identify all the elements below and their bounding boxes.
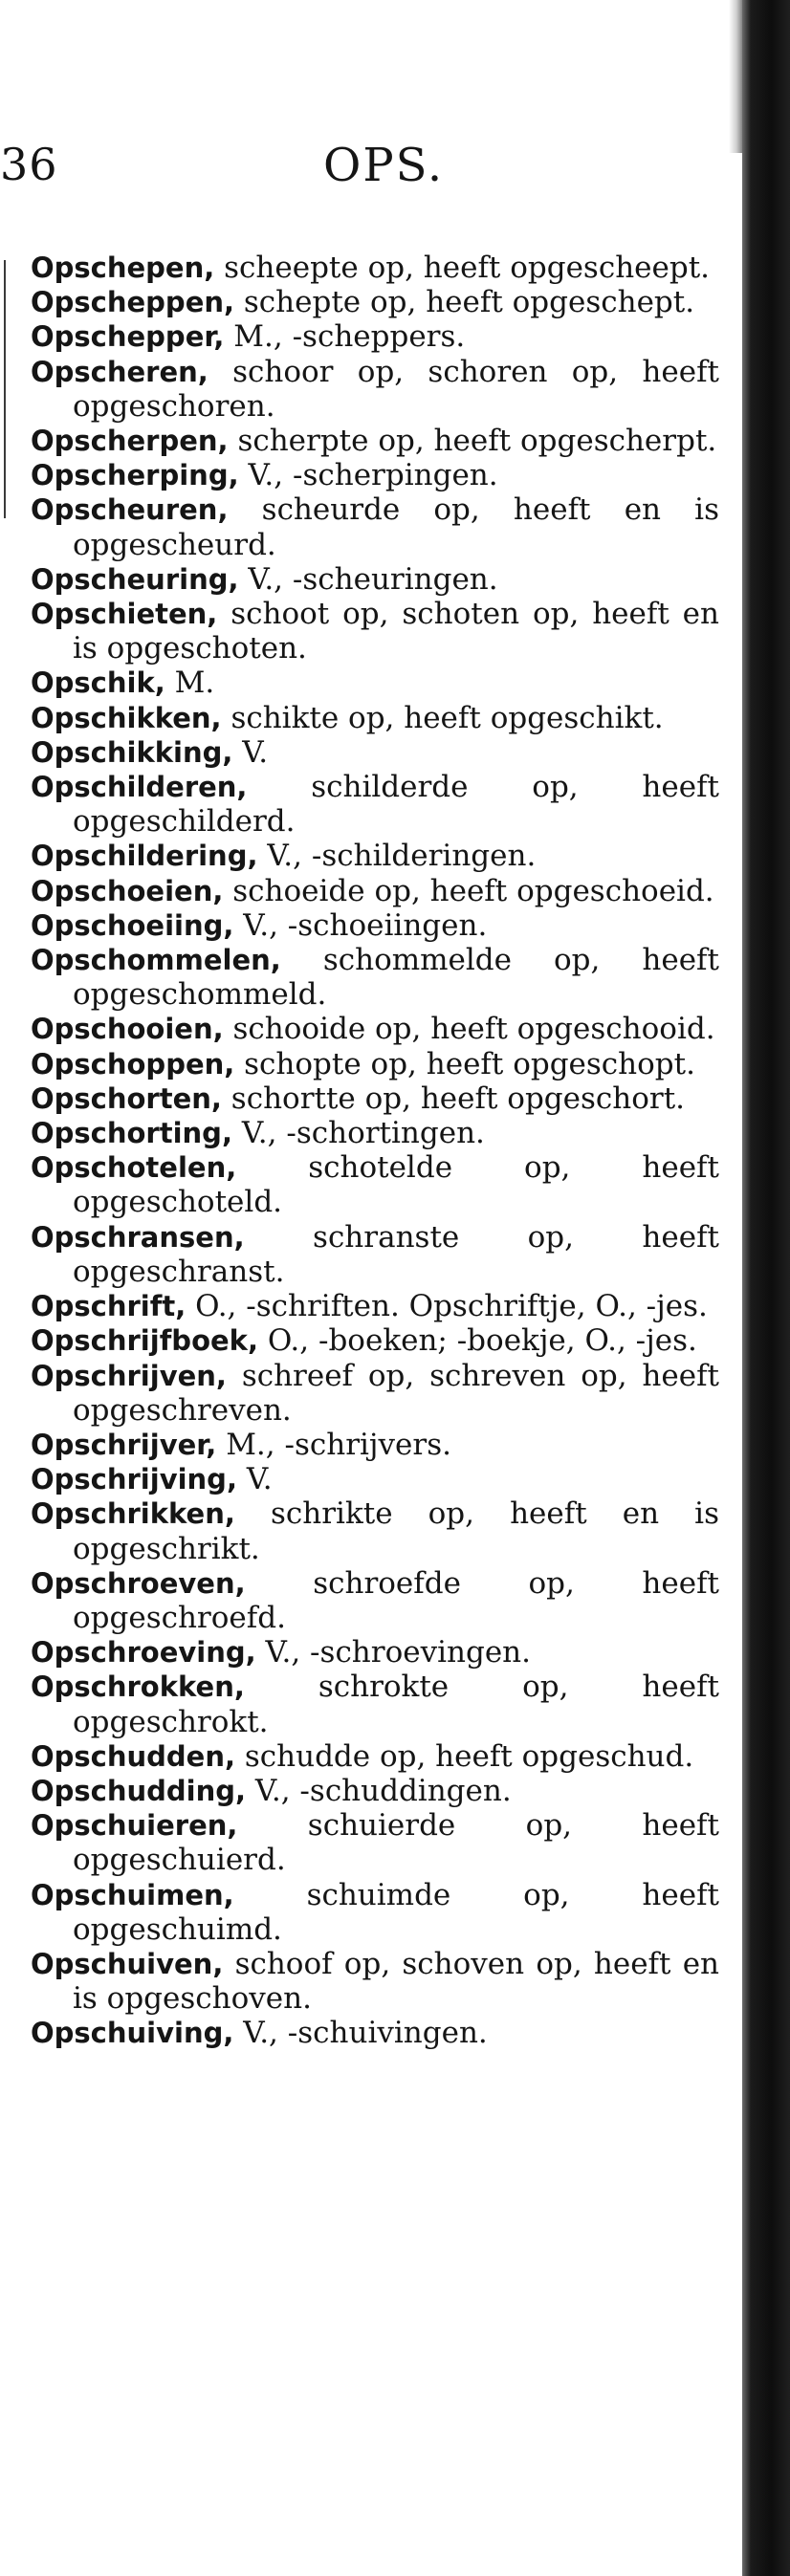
entry-definition: V., -schuddingen.: [254, 1773, 512, 1808]
entry-definition: V., -schoeiingen.: [243, 907, 488, 943]
entry-definition: V., -scherpingen.: [248, 458, 498, 493]
dictionary-entry: [31, 701, 719, 735]
dictionary-entry: [31, 458, 719, 492]
entry-definition: schommelde op, heeft opgeschommeld.: [73, 943, 719, 1013]
dictionary-entry: [31, 943, 719, 1012]
entry-headword: Opschommelen,: [31, 944, 281, 977]
dictionary-entry: [31, 597, 719, 666]
entry-headword: Opschrikken,: [31, 1497, 235, 1531]
entry-definition: V., -schuivingen.: [243, 2016, 488, 2051]
entry-definition: M., -scheppers.: [233, 319, 466, 355]
entry-headword: Opscheren,: [31, 355, 208, 388]
entry-definition: V.: [246, 1462, 273, 1497]
entry-definition: O., -boeken; -boekje, O., -jes.: [267, 1323, 697, 1359]
dictionary-entry: [31, 562, 719, 597]
entry-headword: Opschudding,: [31, 1774, 247, 1807]
book-binding-edge: [742, 0, 790, 2576]
entry-headword: Opschrokken,: [31, 1670, 245, 1704]
entry-definition: schroefde op, heeft opgeschroefd.: [73, 1565, 719, 1635]
dictionary-entry: [31, 1220, 719, 1289]
entry-definition: schuimde op, heeft opgeschuimd.: [73, 1877, 720, 1947]
entry-headword: Opschikken,: [31, 701, 222, 734]
page-number: 36: [0, 139, 58, 190]
entry-headword: Opschorten,: [31, 1081, 222, 1115]
dictionary-entry: [31, 1947, 719, 2016]
entry-headword: Opschuiven,: [31, 1947, 224, 1980]
entry-headword: Opschieten,: [31, 598, 218, 631]
dictionary-entry: [31, 492, 719, 561]
entry-headword: Opscheuring,: [31, 562, 239, 596]
dictionary-entry: [31, 1428, 719, 1462]
dictionary-entry: [31, 1359, 719, 1428]
dictionary-entry: [31, 355, 719, 424]
entry-headword: Opschuimen,: [31, 1878, 234, 1911]
dictionary-entry: [31, 839, 719, 873]
entry-headword: Opschepen,: [31, 251, 215, 284]
entry-definition: schoot op, schoten op, heeft en is opgeschoten.: [73, 597, 719, 666]
dictionary-entry: [31, 735, 719, 770]
entry-headword: Opschildering,: [31, 840, 258, 873]
entry-definition: schopte op, heeft opgeschopt.: [244, 1046, 695, 1081]
entry-headword: Opschrijven,: [31, 1359, 227, 1392]
dictionary-entry: [31, 1566, 719, 1635]
dictionary-entry: [31, 1496, 719, 1565]
entry-definition: O., -schriften. Opschriftje, O., -jes.: [195, 1289, 708, 1324]
entry-definition: schilderde op, heeft opgeschilderd.: [73, 770, 719, 840]
entry-headword: Opschrijving,: [31, 1463, 237, 1496]
entry-definition: scherpte op, heeft opgescherpt.: [237, 424, 717, 459]
entry-headword: Opschikking,: [31, 735, 233, 769]
entry-definition: V., -schortingen.: [241, 1116, 485, 1151]
dictionary-entry: [31, 285, 719, 319]
dictionary-entry: [31, 1081, 719, 1116]
entry-headword: Opschuieren,: [31, 1809, 238, 1843]
entry-definition: schotelde op, heeft opgeschoteld.: [73, 1150, 719, 1220]
entry-headword: Opschroeving,: [31, 1636, 256, 1670]
entry-definition: M.: [174, 666, 215, 701]
entry-definition: schoeide op, heeft opgeschoeid.: [232, 873, 714, 908]
entry-headword: Opschoppen,: [31, 1047, 235, 1081]
dictionary-entry: [31, 251, 719, 285]
dictionary-entry: [31, 770, 719, 839]
dictionary-entries: [31, 251, 719, 2051]
entry-definition: schrokte op, heeft opgeschrokt.: [73, 1670, 720, 1739]
entry-headword: Opschuiving,: [31, 2017, 234, 2050]
entry-headword: Opschrift,: [31, 1290, 187, 1323]
entry-headword: Opscherping,: [31, 459, 239, 492]
entry-headword: Opschooien,: [31, 1013, 224, 1046]
entry-headword: Opscherpen,: [31, 425, 229, 458]
dictionary-entry: [31, 1462, 719, 1496]
entry-definition: V., -schroevingen.: [265, 1635, 532, 1670]
dictionary-entry: [31, 908, 719, 943]
entry-headword: Opschroeven,: [31, 1566, 246, 1600]
entry-definition: schranste op, heeft opgeschranst.: [73, 1219, 719, 1289]
dictionary-entry: [31, 1047, 719, 1081]
entry-definition: schreef op, schreven op, heeft opgeschreven.: [73, 1358, 720, 1428]
dictionary-entry: [31, 1808, 719, 1877]
dictionary-entry: [31, 1289, 719, 1323]
entry-definition: scheurde op, heeft en is opgescheurd.: [73, 492, 719, 562]
dictionary-entry: [31, 1116, 719, 1150]
entry-definition: schooide op, heeft opgeschooid.: [232, 1012, 715, 1047]
entry-headword: Opschotelen,: [31, 1151, 237, 1185]
dictionary-entry: [31, 1635, 719, 1670]
dictionary-entry: [31, 1012, 719, 1046]
entry-definition: schoor op, schoren op, heeft opgeschoren.: [73, 354, 719, 424]
dictionary-entry: [31, 1878, 719, 1947]
dictionary-entry: [31, 319, 719, 354]
running-head: OPS.: [323, 139, 445, 192]
entry-headword: Opschoeien,: [31, 874, 224, 907]
entry-definition: M., -schrijvers.: [226, 1427, 451, 1462]
dictionary-entry: [31, 1739, 719, 1774]
dictionary-entry: [31, 2016, 719, 2050]
dictionary-entry: [31, 1670, 719, 1738]
entry-definition: schrikte op, heeft en is opgeschrikt.: [73, 1496, 720, 1566]
dictionary-entry: [31, 874, 719, 908]
dictionary-entry: [31, 1774, 719, 1808]
entry-headword: Opschrijfboek,: [31, 1324, 258, 1358]
entry-definition: schuierde op, heeft opgeschuierd.: [73, 1808, 719, 1878]
entry-definition: schortte op, heeft opgeschort.: [230, 1081, 686, 1116]
entry-definition: schikte op, heeft opgeschikt.: [230, 700, 664, 735]
entry-headword: Opschorting,: [31, 1117, 232, 1150]
entry-headword: Opschudden,: [31, 1739, 236, 1773]
entry-definition: schepte op, heeft opgeschept.: [243, 285, 695, 320]
margin-rule: [4, 260, 6, 518]
entry-definition: V., -scheuringen.: [248, 561, 498, 597]
entry-headword: Opscheuren,: [31, 493, 229, 527]
entry-headword: Opschepper,: [31, 320, 225, 354]
dictionary-entry: [31, 1323, 719, 1358]
dictionary-entry: [31, 424, 719, 458]
entry-definition: V.: [242, 734, 269, 770]
entry-headword: Opschilderen,: [31, 771, 248, 804]
entry-headword: Opschoeiing,: [31, 908, 234, 942]
dictionary-entry: [31, 666, 719, 700]
entry-definition: schudde op, heeft opgeschud.: [244, 1738, 694, 1774]
entry-headword: Opscheppen,: [31, 286, 235, 319]
entry-definition: scheepte op, heeft opgescheept.: [224, 251, 711, 285]
entry-definition: schoof op, schoven op, heeft en is opgeschoven.: [73, 1946, 719, 2017]
entry-definition: V., -schilderingen.: [267, 839, 537, 874]
entry-headword: Opschik,: [31, 666, 165, 700]
dictionary-entry: [31, 1150, 719, 1219]
entry-headword: Opschransen,: [31, 1220, 245, 1254]
entry-headword: Opschrijver,: [31, 1428, 217, 1461]
